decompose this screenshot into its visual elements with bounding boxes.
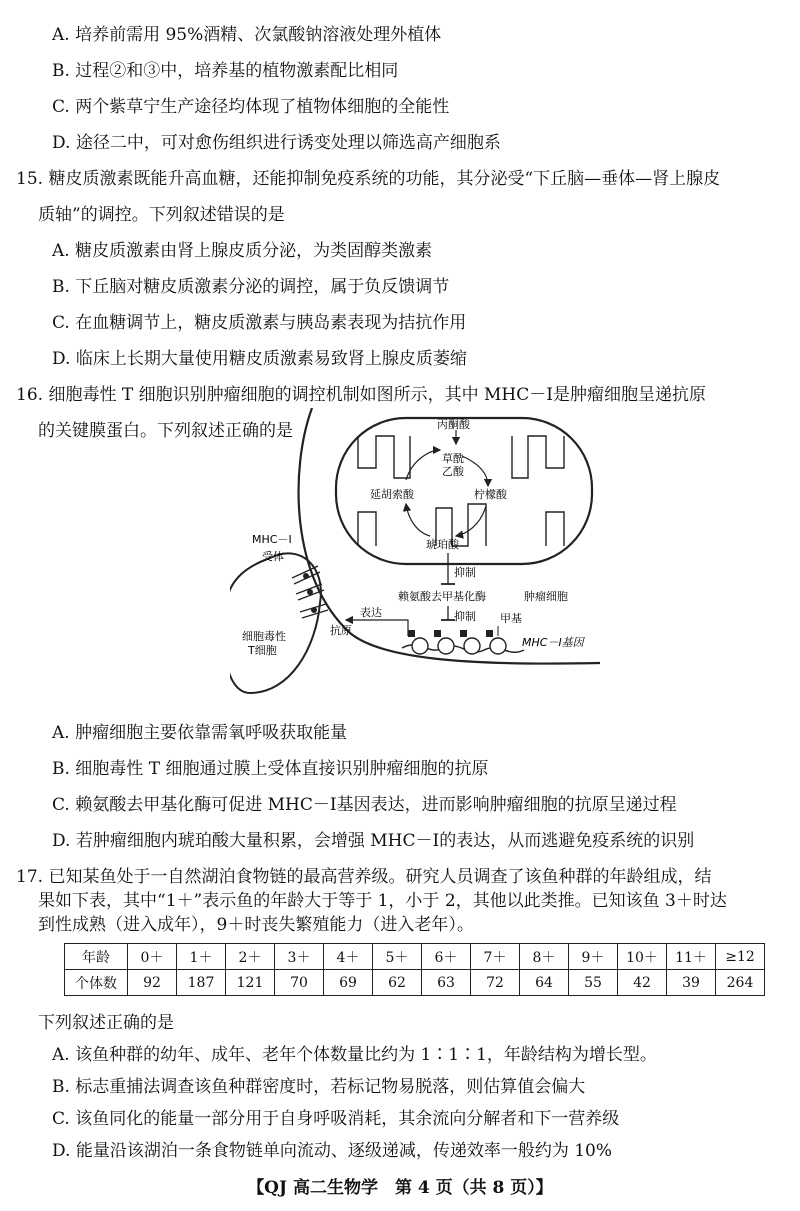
q16-option-a: A. 肿瘤细胞主要依靠需氧呼吸获取能量 [52,723,348,743]
table-cell: 9＋ [569,944,618,970]
table-cell: 7＋ [471,944,520,970]
table-cell: 55 [569,970,618,996]
label-express: 表达 [360,606,382,619]
q17-stem-line2: 果如下表，其中“1＋”表示鱼的年龄大于等于 1，小于 2，其他以此类推。已知该鱼 3＋时达 [38,891,727,911]
label-tumor-cell: 肿瘤细胞 [524,590,568,603]
table-row-counts [65,970,765,996]
table-cell: 264 [716,970,765,996]
table-cell: 1＋ [177,944,226,970]
table-cell: 62 [373,970,422,996]
label-fumarate: 延胡索酸 [370,488,414,501]
label-oxaloacetate-2: 乙酸 [442,465,464,478]
table-cell: 10＋ [618,944,667,970]
q17-stem-line3: 到性成熟（进入成年），9＋时丧失繁殖能力（进入老年）。 [38,915,474,935]
label-mhc: MHC－Ⅰ [252,533,292,546]
label-receptor: 受体 [262,550,284,563]
q15-option-d: D. 临床上长期大量使用糖皮质激素易致肾上腺皮质萎缩 [52,349,467,369]
q17-lead: 下列叙述正确的是 [38,1013,174,1033]
q15-stem-line2: 质轴”的调控。下列叙述错误的是 [38,205,285,225]
label-antigen: 抗原 [330,624,352,637]
label-citrate: 柠檬酸 [474,488,507,501]
q16-option-d: D. 若肿瘤细胞内琥珀酸大量积累，会增强 MHC－Ⅰ的表达，从而逃避免疫系统的识别 [52,831,695,851]
table-cell: 3＋ [275,944,324,970]
q17-option-d: D. 能量沿该湖泊一条食物链单向流动、逐级递减，传递效率一般约为 10% [52,1141,613,1161]
page-footer: 【QJ 高二生物学 第 4 页（共 8 页）】 [247,1178,553,1198]
label-methyl: 甲基 [500,612,522,625]
mechanism-diagram [230,408,630,700]
q16-option-b: B. 细胞毒性 T 细胞通过膜上受体直接识别肿瘤细胞的抗原 [52,759,489,779]
label-tcell-1: 细胞毒性 [242,630,286,643]
label-inhibit-1: 抑制 [454,566,476,579]
q14-option-c: C. 两个紫草宁生产途径均体现了植物体细胞的全能性 [52,97,450,117]
label-mhc-gene: MHC－Ⅰ基因 [522,636,584,649]
table-cell: 6＋ [422,944,471,970]
label-tcell-2: T细胞 [248,644,277,657]
table-cell: 63 [422,970,471,996]
table-cell: 4＋ [324,944,373,970]
label-oxaloacetate-1: 草酰 [442,452,464,465]
table-cell: 8＋ [520,944,569,970]
table-cell: 70 [275,970,324,996]
table-cell: 92 [128,970,177,996]
age-structure-table [64,943,765,996]
table-cell: 2＋ [226,944,275,970]
label-pyruvate: 丙酮酸 [437,418,470,431]
q16-option-c: C. 赖氨酸去甲基化酶可促进 MHC－Ⅰ基因表达，进而影响肿瘤细胞的抗原呈递过程 [52,795,677,815]
q15-stem-line1: 15. 糖皮质激素既能升高血糖，还能抑制免疫系统的功能，其分泌受“下丘脑—垂体—肾上腺皮 [16,169,721,189]
label-inhibit-2: 抑制 [454,610,476,623]
q17-option-c: C. 该鱼同化的能量一部分用于自身呼吸消耗，其余流向分解者和下一营养级 [52,1109,620,1129]
table-cell: 69 [324,970,373,996]
table-cell: ≥12 [716,944,765,970]
table-cell: 11＋ [667,944,716,970]
q16-stem-line2: 的关键膜蛋白。下列叙述正确的是 [38,421,293,441]
table-cell: 39 [667,970,716,996]
q15-option-b: B. 下丘脑对糖皮质激素分泌的调控，属于负反馈调节 [52,277,450,297]
q17-option-b: B. 标志重捕法调查该鱼种群密度时，若标记物易脱落，则估算值会偏大 [52,1077,586,1097]
table-cell: 72 [471,970,520,996]
table-header-age: 年龄 [65,944,128,970]
table-cell: 0＋ [128,944,177,970]
table-cell: 42 [618,970,667,996]
label-enzyme: 赖氨酸去甲基化酶 [398,590,486,603]
q15-option-c: C. 在血糖调节上，糖皮质激素与胰岛素表现为拮抗作用 [52,313,467,333]
table-cell: 5＋ [373,944,422,970]
label-succinate: 琥珀酸 [426,538,459,551]
q14-option-d: D. 途径二中，可对愈伤组织进行诱变处理以筛选高产细胞系 [52,133,501,153]
q15-option-a: A. 糖皮质激素由肾上腺皮质分泌，为类固醇类激素 [52,241,433,261]
q16-stem-line1: 16. 细胞毒性 T 细胞识别肿瘤细胞的调控机制如图所示，其中 MHC－Ⅰ是肿瘤细胞呈递抗原 [16,385,706,405]
table-cell: 187 [177,970,226,996]
table-row-ages [65,944,765,970]
table-header-count: 个体数 [65,970,128,996]
q17-stem-line1: 17. 已知某鱼处于一自然湖泊食物链的最高营养级。研究人员调查了该鱼种群的年龄组成，结 [16,867,712,887]
q14-option-a: A. 培养前需用 95%酒精、次氯酸钠溶液处理外植体 [52,25,442,45]
q17-option-a: A. 该鱼种群的幼年、成年、老年个体数量比约为 1∶1∶1，年龄结构为增长型。 [52,1045,657,1065]
table-cell: 64 [520,970,569,996]
q14-option-b: B. 过程②和③中，培养基的植物激素配比相同 [52,61,399,81]
table-cell: 121 [226,970,275,996]
